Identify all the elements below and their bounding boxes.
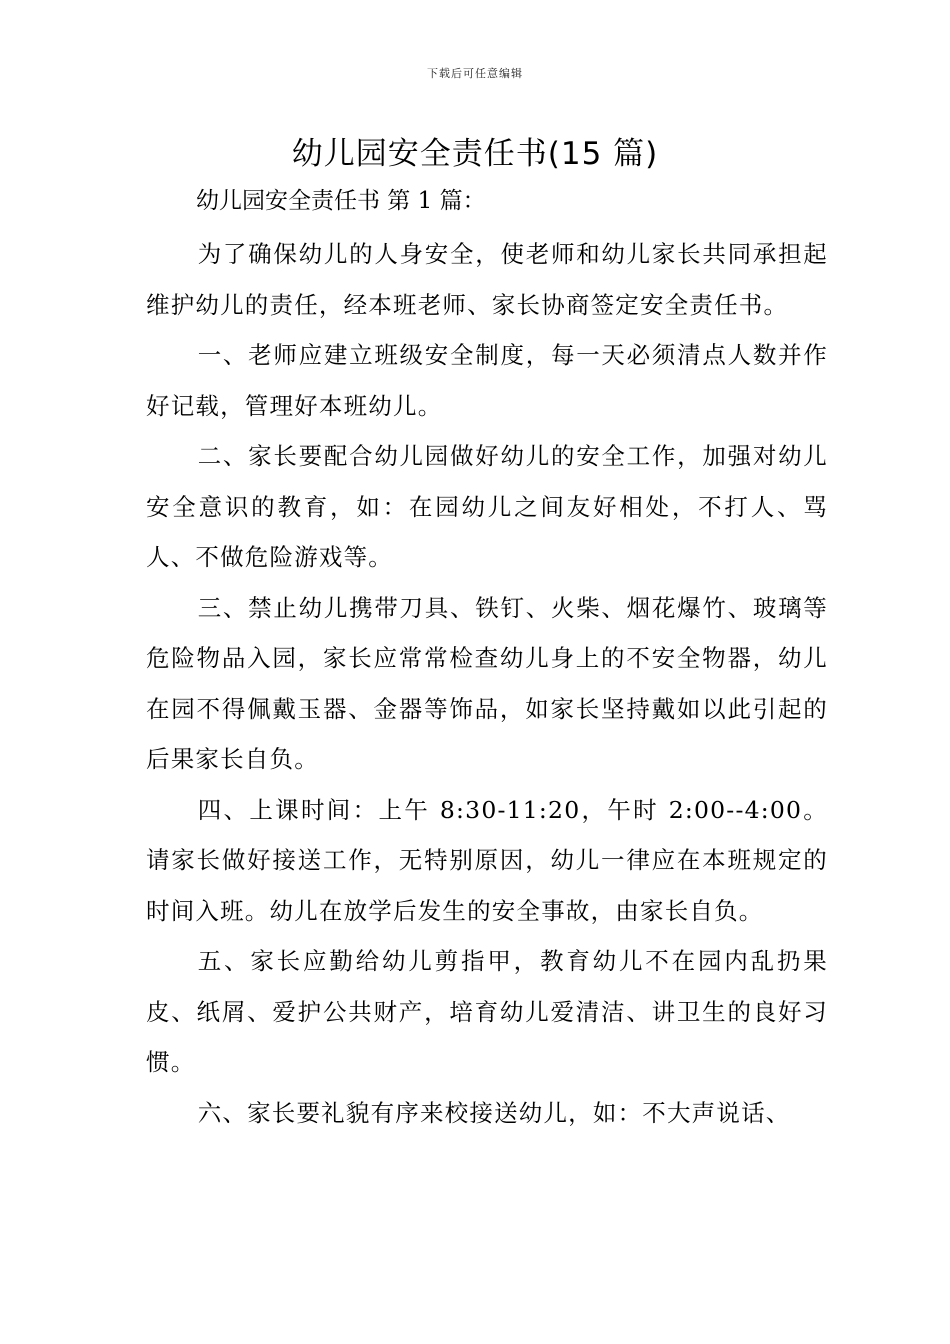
document-body bbox=[146, 229, 828, 1138]
document-title: 幼儿园安全责任书(15 篇) bbox=[291, 136, 659, 172]
paragraph-item-1: 一、老师应建立班级安全制度，每一天必须清点人数并作好记载，管理好本班幼儿。 bbox=[146, 341, 828, 420]
paragraph-item-5: 五、家长应勤给幼儿剪指甲，教育幼儿不在园内乱扔果皮、纸屑、爱护公共财产，培育幼儿爱清洁、讲卫生的良好习惯。 bbox=[146, 947, 828, 1076]
paragraph-item-4: 四、上课时间：上午 8:30-11:20，午时 2:00--4:00。请家长做好接送工作，无特别原因，幼儿一律应在本班规定的时间入班。幼儿在放学后发生的安全事故，由家长自负。 bbox=[146, 795, 828, 925]
paragraph-item-3: 三、禁止幼儿携带刀具、铁钉、火柴、烟花爆竹、玻璃等危险物品入园，家长应常常检查幼儿身上的不安全物器，幼儿在园不得佩戴玉器、金器等饰品，如家长坚持戴如以此引起的后果家长自负。 bbox=[146, 593, 828, 773]
paragraph-item-2: 二、家长要配合幼儿园做好幼儿的安全工作，加强对幼儿安全意识的教育，如：在园幼儿之间友好相处，不打人、骂人、不做危险游戏等。 bbox=[146, 442, 828, 571]
paragraph-item-6: 六、家长要礼貌有序来校接送幼儿，如：不大声说话、 bbox=[197, 1098, 791, 1127]
paragraph-intro: 为了确保幼儿的人身安全，使老师和幼儿家长共同承担起维护幼儿的责任，经本班老师、家长协商签定安全责任书。 bbox=[146, 240, 828, 319]
document-subtitle: 幼儿园安全责任书 第 1 篇： bbox=[196, 188, 486, 214]
page-header-note: 下载后可任意编辑 bbox=[427, 67, 523, 80]
